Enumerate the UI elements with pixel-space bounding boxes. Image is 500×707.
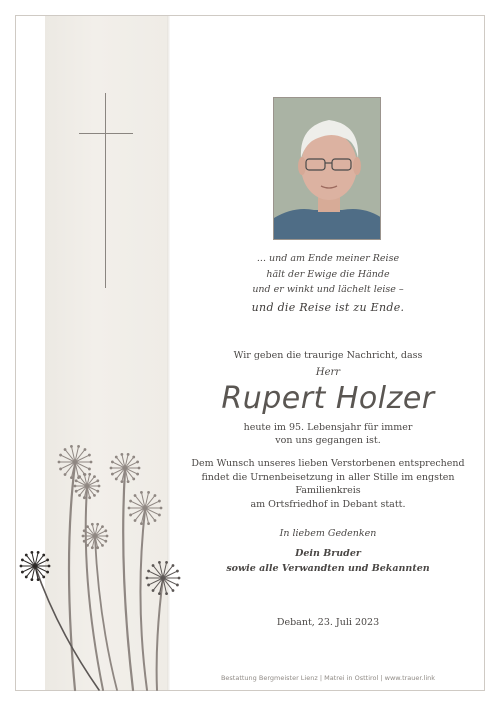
dandelion-seed-tip [128, 507, 131, 510]
dandelion-seed-tip [88, 468, 91, 471]
mourners [170, 546, 486, 576]
dandelion-seed-tip [138, 467, 141, 470]
dandelion-seed-tip [158, 514, 161, 517]
dandelion-seed-tip [93, 494, 96, 497]
dandelion-seed-tip [21, 571, 24, 574]
dandelion-seed-tip [78, 475, 81, 478]
dandelion-seed-tip [147, 570, 150, 573]
dandelion-seed-tip [172, 589, 175, 592]
dandelion-seed-tip [86, 525, 89, 528]
dandelion-seed-tip [64, 473, 67, 476]
dandelion-seed-tip [88, 496, 91, 499]
dandelion-seed-tip [96, 546, 99, 549]
dandelion-seed-tip [101, 525, 104, 528]
dandelion-seed-tip [86, 544, 89, 547]
dandelion-seed-tip [106, 535, 109, 538]
dandelion-seed-tip [91, 546, 94, 549]
dandelion-seed-tip [154, 519, 157, 522]
dandelion-seed-tip [48, 565, 51, 568]
dandelion-seed-tip [134, 519, 137, 522]
dandelion-seed-tip [172, 564, 175, 567]
dandelion-seed-tip [91, 523, 94, 526]
dandelion-seed-tip [110, 467, 113, 470]
dandelion-seed-tip [140, 522, 143, 525]
dandelion-seed-tip [132, 478, 135, 481]
dandelion-seed-tip [82, 535, 85, 538]
dandelion-seed-tip [158, 592, 161, 595]
portrait-photo [273, 97, 381, 240]
dandelion-seed-tip [154, 494, 157, 497]
family-line: Dein Bruder [295, 548, 361, 559]
place-date: Debant, 23. Juli 2023 [276, 617, 380, 628]
dandelion-seed-tip [42, 576, 45, 579]
dandelion-seed-tip [115, 478, 118, 481]
dandelion-seed-tip [77, 445, 80, 448]
dandelion-seed-tip [59, 454, 62, 457]
dandelion-seed-tip [83, 540, 86, 543]
dandelion-seed-tip [25, 554, 28, 557]
dandelion-seed-tip [74, 485, 77, 488]
dandelion-seed-tip [30, 578, 33, 581]
dandelion-seed-tip [93, 475, 96, 478]
dandelion-seed-tip [178, 577, 181, 580]
dandelion-seed-tip [136, 461, 139, 464]
dandelion-seed-tip [146, 577, 149, 580]
dandelion-seed-tip [98, 485, 101, 488]
deceased-name: Rupert Holzer [221, 381, 435, 416]
dandelion-seed-tip [140, 491, 143, 494]
dandelion-seed-tip [90, 461, 93, 464]
dandelion-seed-tip [78, 494, 81, 497]
poem-line: und er winkt und lächelt leise – [252, 284, 404, 295]
dandelion-seed-tip [96, 490, 99, 493]
dandelion-seed-tip [129, 500, 132, 503]
dandelion-seed-tip [127, 453, 130, 456]
wish-line: findet die Urnenbeisetzung in aller Stille im engsten Familienkreis [201, 471, 455, 496]
poem [170, 251, 486, 298]
dandelion-seed-tip [70, 476, 73, 479]
dandelion-seed-tip [84, 448, 87, 451]
dandelion-seed-tip [83, 496, 86, 499]
dandelion-seed-tip [152, 589, 155, 592]
dandelion-seed-tip [111, 461, 114, 464]
dandelion-seed-tip [25, 576, 28, 579]
family-line: sowie alle Verwandten und Bekannten [226, 563, 430, 574]
dandelion-seed-tip [96, 479, 99, 482]
poem-final-line: und die Reise ist zu Ende. [251, 301, 405, 314]
dandelion-seed-tip [59, 468, 62, 471]
dandelion-seed-tip [127, 480, 130, 483]
dandelion-seed-tip [129, 514, 132, 517]
dandelion-seed-tip [21, 559, 24, 562]
wish-line: am Ortsfriedhof in Debant statt. [250, 498, 406, 510]
dandelion-seed-tip [88, 473, 91, 476]
dandelion-seed-tip [120, 453, 123, 456]
dandelion-seed-tip [134, 494, 137, 497]
wish-line: Dem Wunsch unseres lieben Verstorbenen entsprechend [191, 458, 465, 469]
poem-line: ... und am Ende meiner Reise [256, 253, 400, 264]
dandelion-seed-tip [20, 565, 23, 568]
dandelion-illustration [15, 440, 195, 692]
dandelion-seed-tip [46, 571, 49, 574]
dandelion-seed-tip [176, 570, 179, 573]
dandelion-seed-tip [70, 445, 73, 448]
funeral-wish [170, 457, 486, 511]
memory-label: In liebem Gedenken [279, 528, 377, 539]
dandelion-seed-tip [158, 561, 161, 564]
age-text [170, 421, 486, 447]
dandelion-seed-tip [160, 507, 163, 510]
dandelion-seed-tip [147, 584, 150, 587]
dandelion-seed-tip [104, 529, 107, 532]
dandelion-seed-tip [176, 584, 179, 587]
cross-icon-bar [79, 133, 133, 134]
dandelion-seed-tip [42, 554, 45, 557]
dandelion-seed-tip [136, 473, 139, 476]
dandelion-seed-tip [147, 522, 150, 525]
dandelion-seed-tip [104, 540, 107, 543]
dandelion-seed-tip [83, 473, 86, 476]
dandelion-seed-tip [30, 551, 33, 554]
dandelion-seed-tip [75, 479, 78, 482]
dandelion-seed-tip [46, 559, 49, 562]
dandelion-seed-tip [120, 480, 123, 483]
poem-line: hält der Ewige die Hände [266, 268, 390, 280]
dandelion-seed-tip [165, 592, 168, 595]
dandelion-seed-tip [88, 454, 91, 457]
dandelion-seed-tip [115, 456, 118, 459]
dandelion-seed-tip [132, 456, 135, 459]
cross-icon [105, 93, 106, 288]
dandelion-seed-tip [58, 461, 61, 464]
age-line: von uns gegangen ist. [275, 435, 381, 446]
notice-intro: Wir geben die traurige Nachricht, dass [233, 350, 423, 361]
dandelion-seed-tip [101, 544, 104, 547]
dandelion-seed-tip [111, 473, 114, 476]
dandelion-seed-tip [37, 551, 40, 554]
dandelion-seed-tip [96, 523, 99, 526]
dandelion-seed-tip [75, 490, 78, 493]
dandelion-seed-tip [158, 500, 161, 503]
salutation: Herr [315, 367, 341, 378]
dandelion-seed-tip [147, 491, 150, 494]
age-line: heute im 95. Lebensjahr für immer [243, 422, 413, 433]
dandelion-seed-tip [64, 448, 67, 451]
dandelion-seed-tip [37, 578, 40, 581]
dandelion-seed-tip [165, 561, 168, 564]
funeral-home-footer: Bestattung Bergmeister Lienz | Matrei in Osttirol | www.trauer.link [220, 674, 436, 682]
dandelion-seed-tip [83, 529, 86, 532]
dandelion-seed-tip [152, 564, 155, 567]
